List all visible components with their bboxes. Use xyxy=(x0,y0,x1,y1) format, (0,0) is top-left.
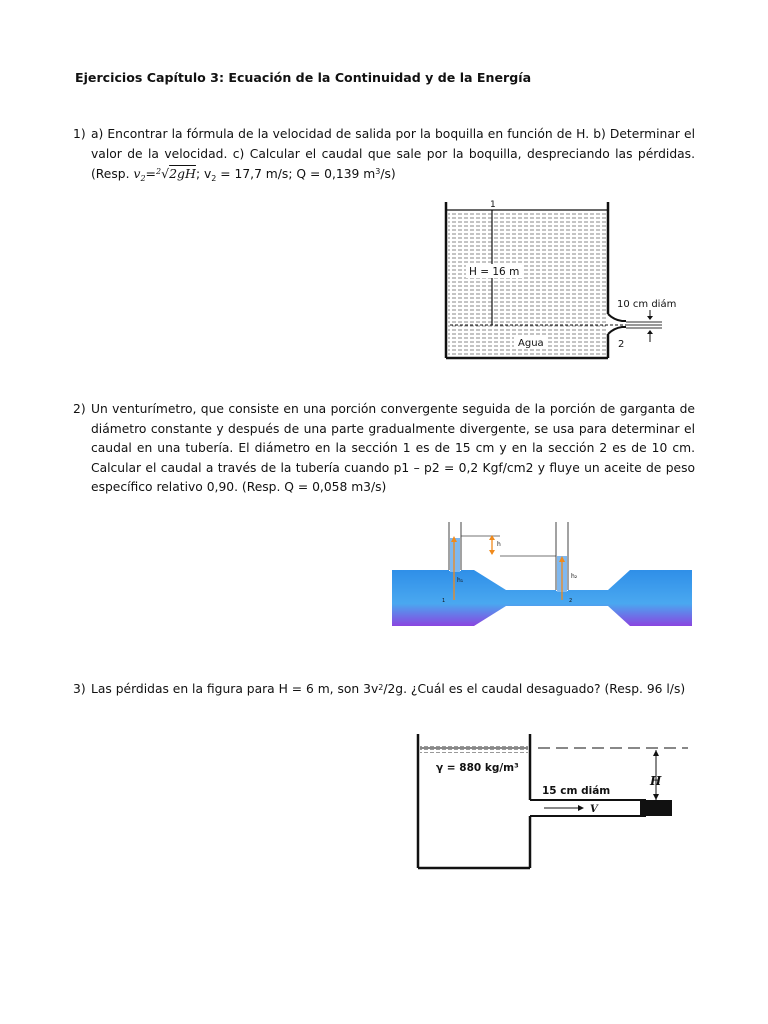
figure-tank-nozzle xyxy=(440,196,696,376)
label-H: H = 16 m xyxy=(469,266,520,278)
exercise-text xyxy=(91,680,695,700)
pipe-outlet xyxy=(640,800,672,816)
label-velocity: V xyxy=(590,804,598,815)
exercise-number: 1) xyxy=(73,127,86,141)
label-diameter: 15 cm diám xyxy=(542,785,611,797)
nozzle-top xyxy=(608,314,626,321)
label-gamma: γ = 880 kg/m³ xyxy=(436,762,519,774)
formula-subscript: 2 xyxy=(140,174,146,184)
superscript: 2 xyxy=(378,683,384,692)
subscript: 2 xyxy=(211,174,217,184)
exercise-text: Un venturímetro, que consiste en una porción convergente seguida de la porción de garganta de diámetro constante y después de una parte gradualmente divergente, se usa para determinar el caudal en una tubería. El diámetro en la sección 1 es de 15 cm y en la sección 2 es de 10 cm. Calcular el caudal a través de la tubería cuando p1 – p2 = 0,2 Kgf/cm2 y fluye un aceite de peso específico relativo 0,90. (Resp. Q = 0,058 m3/s) xyxy=(91,402,695,495)
water-fill xyxy=(448,210,606,356)
label-h: h xyxy=(497,541,501,548)
label-point-1: 1 xyxy=(490,200,496,210)
label-h2: h₂ xyxy=(571,573,578,580)
label-h1: h₁ xyxy=(457,577,464,584)
figure-tank-pipe xyxy=(412,730,696,872)
exercise-2 xyxy=(73,400,695,498)
tube-1-liquid xyxy=(450,538,460,572)
tank-diagram xyxy=(440,196,696,376)
label-agua: Agua xyxy=(518,338,544,349)
label-H: H xyxy=(650,774,662,788)
exercise-text xyxy=(91,125,695,186)
exercise-text-part: = 17,7 m/s; Q = 0,139 m xyxy=(216,167,376,182)
venturi-diagram xyxy=(390,518,696,632)
formula-var: v xyxy=(133,166,141,182)
label-sec-1: 1 xyxy=(442,598,446,604)
pipe-body xyxy=(392,570,692,626)
exercise-1 xyxy=(73,125,695,186)
label-sec-2: 2 xyxy=(569,598,573,604)
figure-venturimeter xyxy=(390,518,696,632)
exercise-text-part: a) Encontrar la fórmula de la velocidad de salida por la boquilla en función de H. b) Determinar el valor de la velocidad. c) Calcular el caudal que sale por la boquilla, despreciando las pérdidas. (Resp. xyxy=(91,127,695,182)
label-diameter: 10 cm diám xyxy=(617,299,677,310)
exercise-text-part: /2g. ¿Cuál es el caudal desaguado? (Resp. 96 l/s) xyxy=(383,682,686,696)
exercise-text-part: /s) xyxy=(380,167,396,182)
tank-pipe-diagram xyxy=(412,730,696,872)
exercise-text-part: ; v xyxy=(195,167,212,182)
formula-v xyxy=(133,166,196,184)
superscript: 3 xyxy=(375,167,381,177)
exercise-text-part: Las pérdidas en la figura para H = 6 m, son 3v xyxy=(91,682,379,696)
formula-root-index: 2 xyxy=(156,167,162,177)
formula-radical: √ xyxy=(161,166,170,182)
label-point-2: 2 xyxy=(618,339,625,350)
formula-radicand: 2gH xyxy=(169,166,196,182)
exercise-number: 3) xyxy=(73,682,86,696)
exercise-number: 2) xyxy=(73,402,86,416)
water-surface-hatch xyxy=(420,746,528,754)
page-title: Ejercicios Capítulo 3: Ecuación de la Continuidad y de la Energía xyxy=(75,70,532,85)
nozzle-bottom xyxy=(608,327,626,334)
formula-equals: = xyxy=(145,166,157,182)
exercise-3 xyxy=(73,680,695,700)
